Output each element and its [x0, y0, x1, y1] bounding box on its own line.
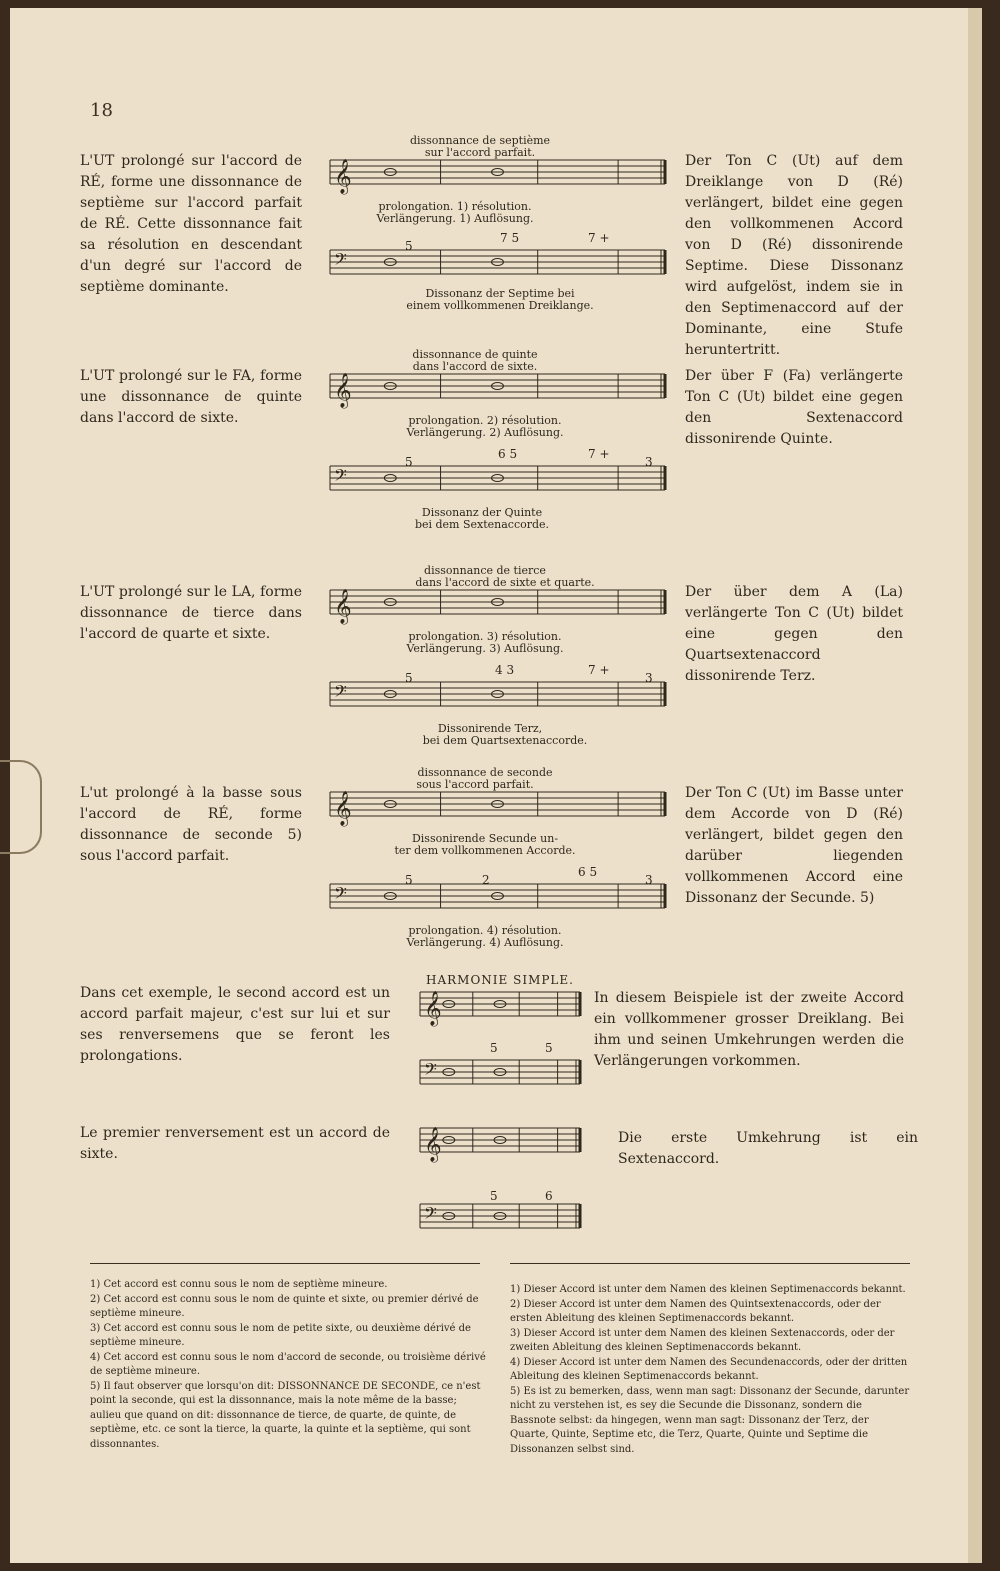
bass-clef-icon: 𝄢 — [334, 465, 347, 489]
score-example-3 — [310, 560, 675, 754]
score-caption: dissonnance de quinte — [412, 348, 538, 361]
figured-bass: 5 — [405, 455, 413, 469]
score-caption: dissonnance de seconde — [417, 766, 553, 779]
score-caption: Dissonirende Terz, — [437, 722, 543, 735]
bass-staff — [330, 681, 665, 706]
figured-bass: 5 — [405, 239, 413, 253]
french-text-2: L'UT prolongé sur le FA, forme une dissonnance de quinte dans l'accord de sixte. — [80, 368, 302, 426]
bass-staff — [330, 465, 665, 490]
grand-staff-4 — [310, 762, 675, 952]
score-caption: prolongation. 1) résolution. — [378, 200, 532, 213]
treble-clef-icon: 𝄞 — [424, 1127, 442, 1162]
footnote-rule-left — [90, 1263, 480, 1264]
score-example-6 — [400, 1116, 590, 1245]
treble-staff — [330, 791, 665, 827]
grand-staff-6 — [400, 1116, 590, 1241]
score-caption: sur l'accord parfait. — [424, 146, 536, 159]
book-page — [10, 8, 982, 1563]
french-text-1: L'UT prolongé sur l'accord de RÉ, forme une dissonnance de septième sur l'accord parfait de RÉ. Cette dissonnance fait sa résolution en descendant d'un degré sur l'accord de septième dominante. — [80, 153, 302, 295]
treble-clef-icon: 𝄞 — [334, 373, 352, 408]
figured-bass: 6 5 — [498, 447, 518, 461]
figured-bass: 3 — [645, 873, 653, 887]
score-caption: dans l'accord de sixte et quarte. — [415, 576, 595, 589]
bass-clef-icon: 𝄢 — [334, 249, 347, 273]
figured-bass: 7 + — [588, 231, 610, 245]
score-caption: prolongation. 2) résolution. — [408, 414, 562, 427]
treble-clef-icon: 𝄞 — [334, 589, 352, 624]
bass-clef-icon: 𝄢 — [334, 883, 347, 907]
french-text-6: Le premier renversement est un accord de sixte. — [80, 1125, 390, 1162]
treble-staff — [330, 589, 665, 625]
figured-bass: 2 — [482, 873, 490, 887]
figured-bass: 7 5 — [500, 231, 520, 245]
score-caption: Verlängerung. 2) Auflösung. — [406, 426, 564, 439]
grand-staff-1 — [310, 130, 675, 315]
score-caption: dans l'accord de sixte. — [412, 360, 538, 373]
score-caption: Verlängerung. 4) Auflösung. — [406, 936, 564, 949]
german-text-6: Die erste Umkehrung ist ein Sextenaccord. — [618, 1130, 918, 1167]
footnotes-german — [510, 1283, 910, 1457]
grand-staff-3 — [310, 560, 675, 750]
score-caption: einem vollkommenen Dreiklange. — [406, 299, 594, 312]
german-text-1: Der Ton C (Ut) auf dem Dreiklange von D (Ré) verlängert, bildet eine gegen den vollkommenen Accord von D (Ré) dissonirende Septime. Diese Dissonanz wird aufgelöst, indem sie in den Septimenaccord auf der Dominante, eine Stufe heruntertritt. — [685, 153, 903, 358]
score-caption: Verlängerung. 3) Auflösung. — [406, 642, 564, 655]
footnote: 2) Dieser Accord ist unter dem Namen des Quintsextenaccords, oder der ersten Ableitung des kleinen Septimenaccords bekannt. — [510, 1298, 881, 1324]
score-caption: dissonnance de tierce — [424, 564, 546, 577]
footnote: 4) Dieser Accord ist unter dem Namen des Secundenaccords, oder der dritten Ableitung des kleinen Septimenaccords bekannt. — [510, 1356, 908, 1382]
footnote: 2) Cet accord est connu sous le nom de quinte et sixte, ou premier dérivé de septième mineure. — [90, 1293, 479, 1319]
french-text-3: L'UT prolongé sur le LA, forme dissonnance de tierce dans l'accord de quarte et sixte. — [80, 584, 302, 642]
grand-staff-2 — [310, 344, 675, 534]
score-caption: prolongation. 4) résolution. — [408, 924, 562, 937]
german-text-2: Der über F (Fa) verlängerte Ton C (Ut) bildet eine gegen den Sextenaccord dissonirende Quinte. — [685, 368, 903, 447]
treble-clef-icon: 𝄞 — [334, 159, 352, 194]
score-caption: dissonnance de septième — [409, 134, 551, 147]
treble-clef-icon: 𝄞 — [334, 791, 352, 826]
score-caption: bei dem Sextenaccorde. — [414, 518, 550, 531]
grand-staff-5 — [400, 968, 590, 1103]
harmonie-simple-heading: HARMONIE SIMPLE. — [426, 973, 574, 987]
figured-bass: 6 — [545, 1189, 553, 1203]
score-caption: Dissonanz der Septime bei — [425, 287, 575, 300]
treble-clef-icon: 𝄞 — [424, 991, 442, 1026]
score-example-4 — [310, 762, 675, 956]
score-example-5 — [400, 968, 590, 1107]
binding-tab — [0, 760, 42, 854]
footnotes-french — [90, 1278, 490, 1452]
footnote: 4) Cet accord est connu sous le nom d'accord de seconde, ou troisième dérivé de septième mineure. — [90, 1351, 486, 1377]
figured-bass: 5 — [405, 671, 413, 685]
footnote: 5) Es ist zu bemerken, dass, wenn man sagt: Dissonanz der Secunde, darunter nicht zu verstehen ist, es sey die Secunde die Dissonanz, sondern die Bassnote selbst: da hingegen, wenn man sagt: Dissonanz der Terz, der Quarte, Quinte, Septime etc, die Terz, Quarte, Quinte und Septime die Dissonanzen selbst sind. — [510, 1385, 910, 1455]
figured-bass: 4 3 — [495, 663, 515, 677]
german-text-4: Der Ton C (Ut) im Basse unter dem Accorde von D (Ré) verlängert, bildet gegen den darüber liegenden vollkommenen Accord eine Dissonanz der Secunde. 5) — [685, 785, 903, 906]
footnote: 5) Il faut observer que lorsqu'on dit: DISSONNANCE DE SECONDE, ce n'est point la seconde, qui est la dissonnance, mais la note même de la basse; aulieu que quand on dit: dissonnance de tierce, de quarte, de quinte, de septième, etc. ce sont la tierce, la quarte, la quinte et la septième, qui sont dissonnantes. — [90, 1380, 481, 1450]
page-number: 18 — [90, 100, 113, 121]
score-example-2 — [310, 344, 675, 538]
french-text-5: Dans cet exemple, le second accord est un accord parfait majeur, c'est sur lui et sur ses renversemens que se feront les prolongations. — [80, 985, 390, 1064]
score-caption: ter dem vollkommenen Accorde. — [394, 844, 576, 857]
treble-staff — [420, 991, 580, 1027]
figured-bass: 7 + — [588, 663, 610, 677]
bass-staff — [330, 249, 665, 274]
bass-staff — [420, 1203, 580, 1228]
treble-staff — [330, 159, 665, 195]
figured-bass: 6 5 — [578, 865, 598, 879]
german-text-5: In diesem Beispiele ist der zweite Accord ein vollkommener grosser Dreiklang. Bei ihm und seinen Umkehrungen werden die Verlängerungen vorkommen. — [594, 990, 904, 1069]
footnote: 3) Cet accord est connu sous le nom de petite sixte, ou deuxième dérivé de septième mineure. — [90, 1322, 471, 1348]
score-caption: bei dem Quartsextenaccorde. — [422, 734, 588, 747]
score-caption: Dissonirende Secunde un- — [411, 832, 559, 845]
figured-bass: 5 — [545, 1041, 553, 1055]
footnote: 1) Cet accord est connu sous le nom de septième mineure. — [90, 1279, 388, 1290]
footnote: 1) Dieser Accord ist unter dem Namen des kleinen Septimenaccords bekannt. — [510, 1284, 906, 1295]
bass-staff — [420, 1059, 580, 1084]
score-example-1 — [310, 130, 675, 319]
figured-bass: 5 — [405, 873, 413, 887]
figured-bass: 7 + — [588, 447, 610, 461]
score-caption: Dissonanz der Quinte — [421, 506, 543, 519]
figured-bass: 5 — [490, 1041, 498, 1055]
figured-bass: 5 — [490, 1189, 498, 1203]
french-text-4: L'ut prolongé à la basse sous l'accord de RÉ, forme dissonnance de seconde 5) sous l'accord parfait. — [80, 785, 302, 864]
figured-bass: 3 — [645, 671, 653, 685]
score-caption: sous l'accord parfait. — [416, 778, 534, 791]
treble-staff — [420, 1127, 580, 1163]
bass-clef-icon: 𝄢 — [334, 681, 347, 705]
treble-staff — [330, 373, 665, 409]
footnote-rule-right — [510, 1263, 910, 1264]
figured-bass: 3 — [645, 455, 653, 469]
footnote: 3) Dieser Accord ist unter dem Namen des kleinen Sextenaccords, oder der zweiten Ableitung des kleinen Septimenaccords bekannt. — [510, 1327, 895, 1353]
bass-clef-icon: 𝄢 — [424, 1203, 437, 1227]
german-text-3: Der über dem A (La) verlängerte Ton C (Ut) bildet eine gegen den Quartsextenaccord dissonirende Terz. — [685, 584, 903, 684]
bass-clef-icon: 𝄢 — [424, 1059, 437, 1083]
score-caption: prolongation. 3) résolution. — [408, 630, 562, 643]
score-caption: Verlängerung. 1) Auflösung. — [376, 212, 534, 225]
bass-staff — [330, 883, 665, 908]
